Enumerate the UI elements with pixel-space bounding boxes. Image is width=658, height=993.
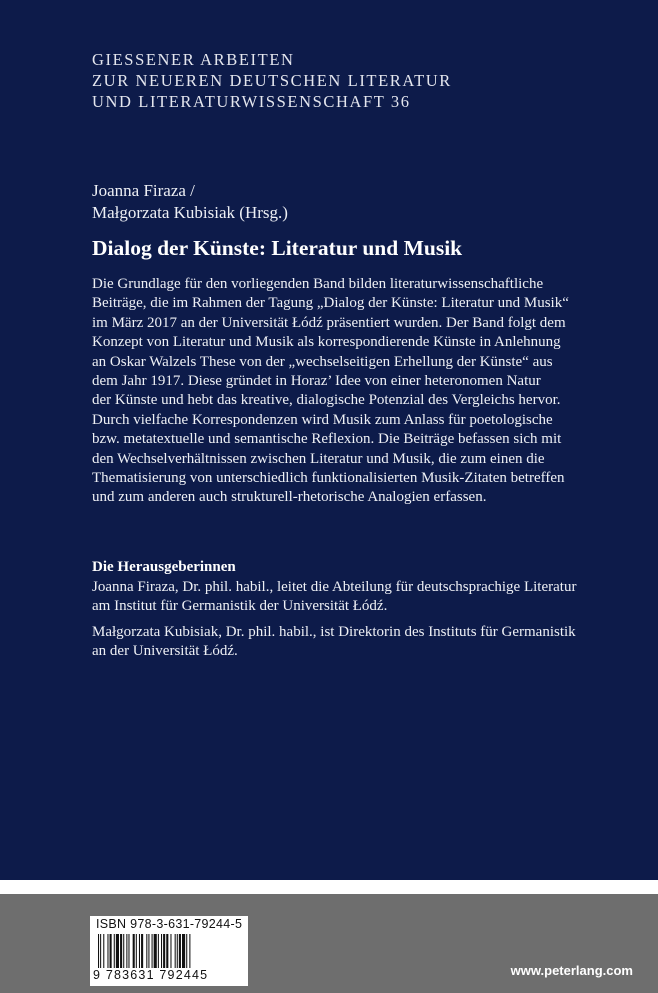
- isbn-barcode: [90, 916, 248, 986]
- author-line: Małgorzata Kubisiak (Hrsg.): [92, 203, 288, 222]
- editor-bio-line: Małgorzata Kubisiak, Dr. phil. habil., ist Direktorin des Instituts für Germanistik: [92, 624, 576, 640]
- description-line: an Oskar Walzels These von der „wechselseitigen Erhellung der Künste“ aus: [92, 353, 553, 370]
- description-line: den Wechselverhältnissen zwischen Literatur und Musik, die zum einen die: [92, 450, 545, 467]
- editor-bio-kubisiak: [92, 623, 576, 662]
- barcode-bars: [92, 934, 246, 968]
- author-line: Joanna Firaza /: [92, 181, 195, 200]
- description-line: Beiträge, die im Rahmen der Tagung „Dialog der Künste: Literatur und Musik“: [92, 295, 569, 312]
- description-line: Die Grundlage für den vorliegenden Band bilden literaturwissenschaftliche: [92, 276, 544, 292]
- description-line: im März 2017 an der Universität Łódź präsentiert wurden. Der Band folgt dem: [92, 314, 566, 331]
- description-line: Thematisierung von unterschiedlich funktionalisierten Musik-Zitaten betreffen: [92, 470, 565, 487]
- editor-bio-firaza: [92, 578, 576, 617]
- description-text: [92, 275, 652, 508]
- authors: [92, 180, 288, 224]
- book-title: Dialog der Künste: Literatur und Musik: [92, 236, 463, 260]
- description-line: der Künste und hebt das kreative, dialogische Potenzial des Vergleichs hervor.: [92, 392, 561, 409]
- publisher-website-link[interactable]: www.peterlang.com: [510, 963, 633, 978]
- description-line: Konzept von Literatur und Musik als korrespondierende Künste in Anlehnung: [92, 334, 561, 351]
- description-line: Durch vielfache Korrespondenzen wird Musik zum Anlass für poetologische: [92, 411, 553, 428]
- description-line: und zum anderen auch strukturell-rhetorische Analogien erfassen.: [92, 489, 487, 506]
- editors-heading: Die Herausgeberinnen: [92, 559, 236, 575]
- isbn-label: ISBN 978-3-631-79244-5: [96, 917, 243, 931]
- editor-bio-line: am Institut für Germanistik der Universität Łódź.: [92, 598, 388, 615]
- description-line: dem Jahr 1917. Diese gründet in Horaz’ Idee von einer heteronomen Natur: [92, 373, 541, 390]
- separator-band: [0, 880, 658, 894]
- description-line: bzw. metatextuelle und semantische Reflexion. Die Beiträge befassen sich mit: [92, 431, 562, 448]
- editor-bio-line: Joanna Firaza, Dr. phil. habil., leitet die Abteilung für deutschsprachige Literatur: [92, 579, 577, 595]
- series-line: ZUR NEUEREN DEUTSCHEN LITERATUR: [92, 71, 452, 90]
- series-title: [92, 49, 452, 112]
- series-line: UND LITERATURWISSENSCHAFT 36: [92, 92, 411, 111]
- barcode-digits: 9 783631 792445: [93, 968, 209, 982]
- series-line: GIESSENER ARBEITEN: [92, 50, 295, 69]
- editor-bio-line: an der Universität Łódź.: [92, 643, 238, 660]
